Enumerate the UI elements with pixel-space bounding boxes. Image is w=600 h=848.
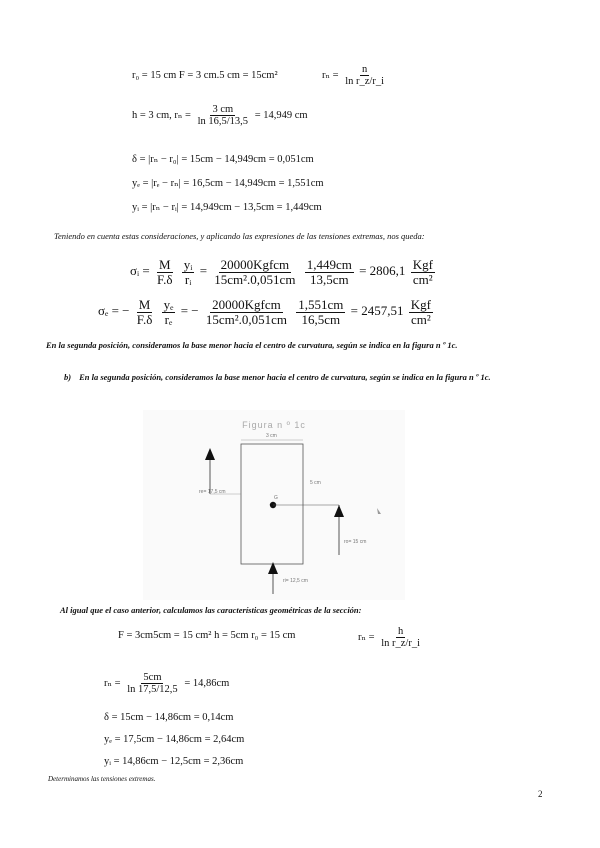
right-dimension-label: 5 cm bbox=[310, 480, 321, 486]
eq-ye-2: yₑ = 17,5cm − 14,86cm = 2,64cm bbox=[104, 734, 245, 745]
figure-1c bbox=[143, 410, 405, 600]
paragraph-determinamos: Determinamos las tensiones extremas. bbox=[48, 775, 156, 783]
paragraph-segunda-posicion: En la segunda posición, consideramos la base menor hacia el centro de curvatura, según se indica en la figura n º 1c. bbox=[46, 340, 458, 350]
eq-rn-value-2: rₙ = $\frac{5cm}{\ln 17,5/12,5}$ = 14,86cm bbox=[104, 672, 230, 696]
paragraph-consideraciones: Teniendo en cuenta estas consideraciones, y aplicando las expresiones de las tensiones extremas, nos queda: bbox=[54, 231, 425, 241]
eq-sigma-i: σᵢ = $\frac{M}{F.\delta}$ $\frac{\text{yᵢ}}{\text{rᵢ}}$ = $\frac{\text{20000Kgfcm}}{\text{15cm².0,051cm}}$ $\frac{1,449cm}{13,5cm}$ = 2806,1 $\frac{\text{Kgf}}{\text{cm²}}$ bbox=[130, 257, 433, 287]
label-ro: ro= 15 cm bbox=[344, 539, 367, 545]
top-dimension-label: 3 cm bbox=[266, 433, 277, 439]
eq-rn-formula: rₙ = $\frac{n}{\text{ln r\_z/r\_i}}$ bbox=[322, 64, 384, 88]
eq-rn-formula-2: rₙ = $\frac{h}{\text{ln r\_z/r\_i}}$ bbox=[358, 626, 420, 650]
label-re: re= 17,5 cm bbox=[199, 489, 226, 495]
eq-rn-value: h = 3 cm, rₙ = $\frac{3 cm}{\ln 16,5/13,5}$ = 14,949 cm bbox=[132, 104, 308, 128]
eq-delta-2: δ = 15cm − 14,86cm = 0,14cm bbox=[104, 712, 234, 723]
label-ri: ri= 12,5 cm bbox=[283, 578, 308, 584]
eq-ye: yₑ = |rₑ − rₙ| = 16,5cm − 14,949cm = 1,551cm bbox=[132, 178, 324, 189]
list-label: b) bbox=[64, 372, 72, 382]
eq-yi: yᵢ = |rₙ − rᵢ| = 14,949cm − 13,5cm = 1,449cm bbox=[132, 202, 322, 213]
eq-r0-F-text: r₀ = 15 cm F = 3 cm.5 cm = 15cm² bbox=[132, 70, 278, 81]
paragraph-caracteristicas: Al igual que el caso anterior, calculamos las características geométricas de la sección: bbox=[60, 605, 362, 615]
eq-sigma-e: σₑ = − $\frac{M}{F.\delta}$ $\frac{\text{yₑ}}{\text{rₑ}}$ = − $\frac{\text{20000Kgfcm}}{\text{15cm².0,051cm}}$ $\frac{1,551cm}{16,5cm}$ = 2457,51 $\frac{\text{Kgf}}{\text{cm²}}$ bbox=[98, 297, 431, 327]
eq-delta: δ = |rₙ − r₀| = 15cm − 14,949cm = 0,051cm bbox=[132, 154, 314, 165]
page-number: 2 bbox=[538, 789, 543, 799]
eq-yi-2: yᵢ = 14,86cm − 12,5cm = 2,36cm bbox=[104, 756, 244, 767]
centroid-label: G bbox=[274, 495, 278, 501]
eq-F-h-r0: F = 3cm5cm = 15 cm² h = 5cm r₀ = 15 cm bbox=[118, 630, 296, 641]
list-item-b: b) En la segunda posición, consideramos la base menor hacia el centro de curvatura, según se indica en la figura n º 1c. bbox=[64, 372, 491, 382]
eq-r0-F bbox=[132, 70, 278, 81]
figure-title: Figura n º 1c bbox=[242, 420, 306, 430]
